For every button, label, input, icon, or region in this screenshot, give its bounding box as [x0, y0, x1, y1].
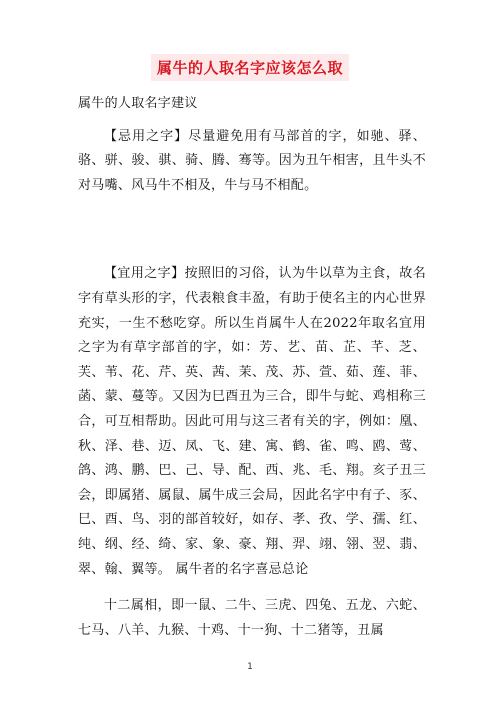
doc-title: 属牛的人取名字应该怎么取: [151, 54, 349, 81]
section-heading: 属牛的人取名字建议: [78, 96, 198, 111]
paragraph-suitable: 【宜用之字】按照旧的习俗，认为牛以草为主食，故名字有草头形的字，代表粮食丰盈，有助于使名主的内心世界充实，一生不愁吃穿。所以生肖属牛人在2022年取名宜用之字为有草字部首的字，如：芳、艺、苗、芷、芊、芝、芙、苇、花、芹、英、茜、茉、茂、苏、萱、茹、莲、菲、菡、蒙、蔓等。又因为巳酉丑为三合，即牛与蛇、鸡相称三合，可互相帮助。因此可用与这三者有关的字，例如：凰、秋、泽、巷、迈、凤、飞、建、寓、鹤、雀、鸣、鸥、莺、鸽、鸿、鹏、巴、己、导、配、西、兆、毛、翔。亥子丑三会，即属猪、属鼠、属牛成三会局，因此名字中有子、豕、巳、酉、鸟、羽的部首较好，如存、孝、孜、学、孺、红、纯、纲、经、绮、家、象、豪、翔、羿、翊、翎、翌、翡、翠、翰、翼等。 属牛者的名字喜忌总论: [78, 266, 426, 577]
title-wrap: [0, 54, 500, 81]
paragraph-zodiac: 十二属相，即一鼠、二牛、三虎、四兔、五龙、六蛇、七马、八羊、九猴、十鸡、十一狗、十二猪等，丑属: [78, 598, 426, 638]
document-body: [78, 92, 426, 643]
paragraph-avoid: 【忌用之字】尽量避免用有马部首的字，如驰、驿、骆、骈、骏、骐、骑、腾、骞等。因为丑午相害，且牛头不对马嘴、风马牛不相及，牛与马不相配。: [78, 128, 426, 193]
page-number: 1: [247, 662, 253, 672]
